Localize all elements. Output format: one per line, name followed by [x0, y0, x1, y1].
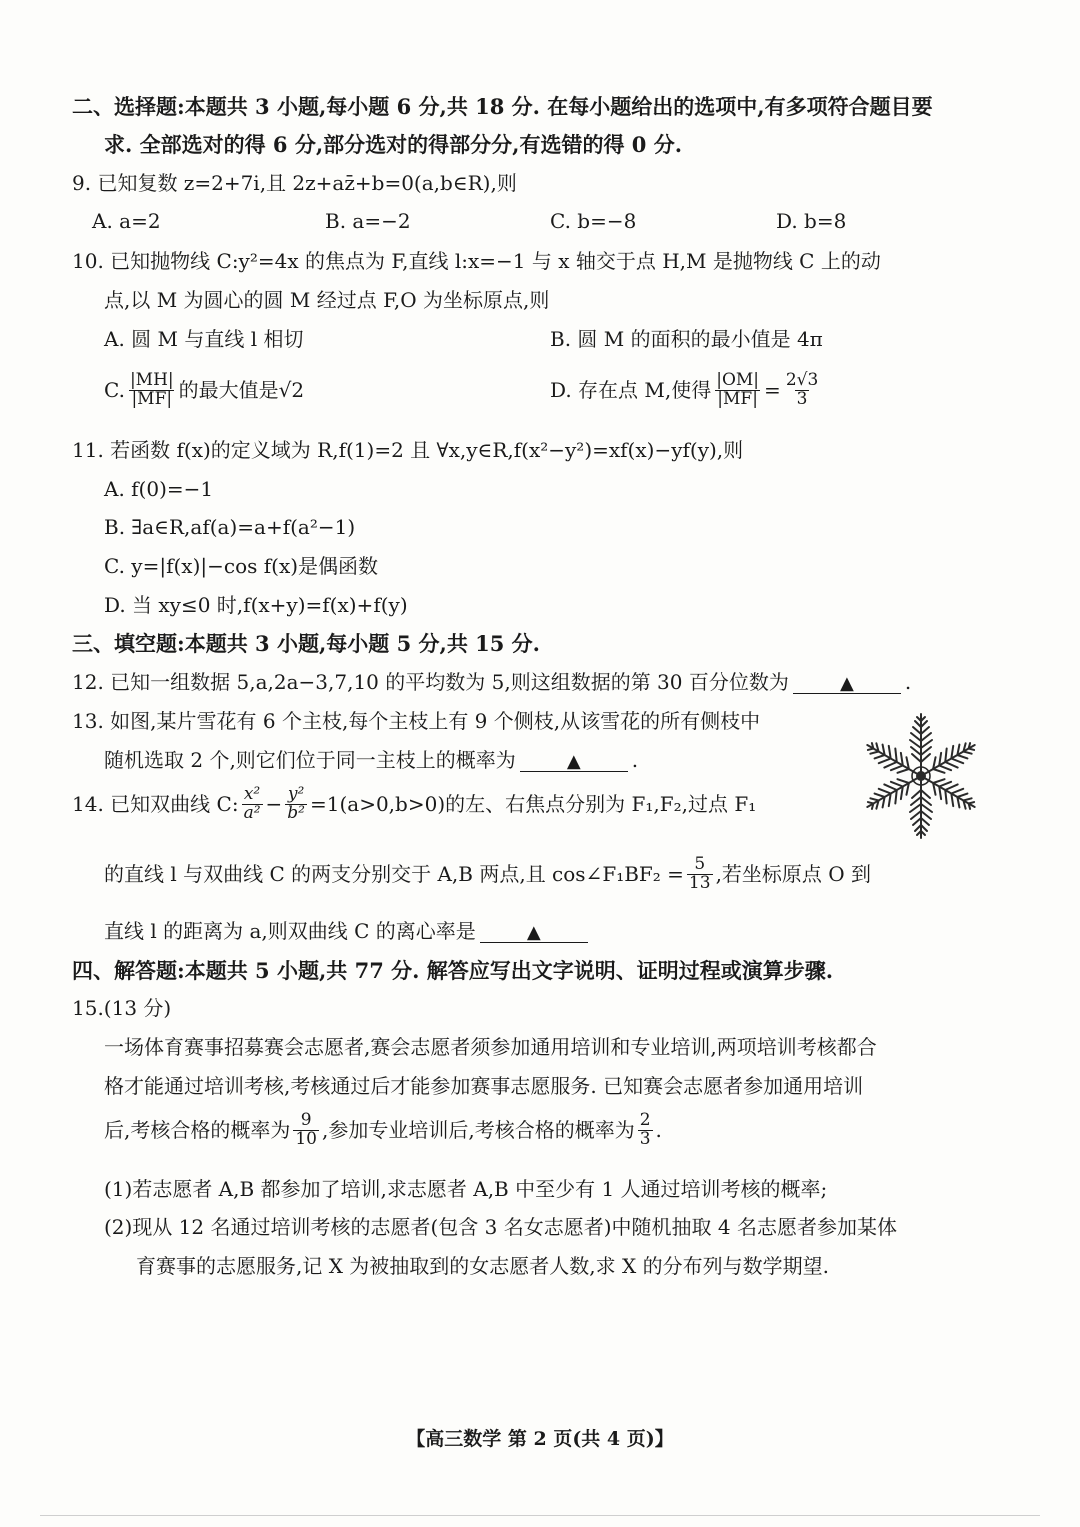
q13-answer-blank	[520, 750, 628, 772]
q10-stem-2: 点,以 M 为圆心的圆 M 经过点 F,O 为坐标原点,则	[104, 288, 550, 312]
section4-heading: 四、解答题:本题共 5 小题,共 77 分. 解答应写出文字说明、证明过程或演算步骤.	[72, 958, 834, 983]
q15-paragraph-2: 格才能通过培训考核,考核通过后才能参加赛事志愿服务. 已知赛会志愿者参加通用培训	[104, 1074, 864, 1098]
q15-paragraph-3	[104, 1112, 662, 1149]
equals-sign: =	[764, 378, 781, 403]
fraction-denominator: 10	[295, 1128, 317, 1149]
section2-heading: 二、选择题:本题共 3 小题,每小题 6 分,共 18 分. 在每小题给出的选项中,有多项符合题目要	[72, 94, 933, 119]
fraction-denominator: 3	[639, 1128, 651, 1149]
q13-period: .	[631, 748, 639, 772]
triangle-icon: ▲	[526, 922, 541, 943]
section2-heading-cont: 求. 全部选对的得 6 分,部分选对的得部分分,有选错的得 0 分.	[104, 132, 683, 157]
q13-text: 随机选取 2 个,则它们位于同一主枝上的概率为	[104, 748, 516, 772]
q15-p3-pre: 后,考核合格的概率为	[104, 1118, 291, 1143]
q10-option-d	[550, 372, 823, 409]
fraction-numerator: |MH|	[129, 370, 174, 390]
q12-answer-blank	[793, 672, 901, 694]
q10-option-a: A. 圆 M 与直线 l 相切	[104, 327, 304, 351]
fraction-numerator: 9	[300, 1110, 312, 1130]
fraction-denominator: 3	[796, 388, 808, 409]
fraction-denominator: a²	[243, 802, 261, 823]
q11-option-c: C. y=|f(x)|−cos f(x)是偶函数	[104, 554, 379, 578]
fraction-numerator: y²	[287, 784, 305, 804]
q12-text: 12. 已知一组数据 5,a,2a−3,7,10 的平均数为 5,则这组数据的第 30 百分位数为	[72, 670, 789, 694]
q14-stem-3	[104, 921, 592, 943]
q14-line2-post: ,若坐标原点 O 到	[715, 862, 872, 887]
q9-option-b: B. a=−2	[325, 209, 411, 233]
q15-fraction-general	[293, 1112, 319, 1149]
q9-option-c: C. b=−8	[550, 209, 637, 233]
q15-p3-mid: ,参加专业培训后,考核合格的概率为	[322, 1118, 635, 1143]
q10-option-c-text: 的最大值是√2	[178, 378, 305, 403]
q15-subquestion-2-cont: 育赛事的志愿服务,记 X 为被抽取到的女志愿者人数,求 X 的分布列与数学期望.	[136, 1254, 829, 1278]
q14-text-post: =1(a>0,b>0)的左、右焦点分别为 F₁,F₂,过点 F₁	[309, 792, 757, 817]
snowflake-figure	[860, 706, 982, 846]
section3-heading: 三、填空题:本题共 3 小题,每小题 5 分,共 15 分.	[72, 631, 540, 656]
q11-stem: 11. 若函数 f(x)的定义域为 R,f(1)=2 且 ∀x,y∈R,f(x²−y²)=xf(x)−yf(y),则	[72, 438, 744, 462]
fraction-numerator: 2	[639, 1110, 651, 1130]
q10-option-d-label: D. 存在点 M,使得	[550, 378, 712, 403]
triangle-icon: ▲	[566, 751, 581, 772]
q10-option-c-fraction	[128, 372, 176, 409]
page-footer: 【高三数学 第 2 页(共 4 页)】	[406, 1428, 674, 1450]
fraction-denominator: 13	[688, 872, 711, 893]
q14-stem-1	[72, 786, 756, 823]
q11-option-d: D. 当 xy≤0 时,f(x+y)=f(x)+f(y)	[104, 593, 408, 617]
q14-cos-fraction	[687, 856, 713, 893]
q11-option-b: B. ∃a∈R,af(a)=a+f(a²−1)	[104, 515, 356, 539]
q11-option-a: A. f(0)=−1	[104, 477, 214, 501]
q15-subquestion-1: (1)若志愿者 A,B 都参加了培训,求志愿者 A,B 中至少有 1 人通过培训考核的概率;	[104, 1177, 828, 1201]
q15-subquestion-2: (2)现从 12 名通过培训考核的志愿者(包含 3 名女志愿者)中随机抽取 4 名志愿者参加某体	[104, 1215, 897, 1239]
q9-stem: 9. 已知复数 z=2+7i,且 2z+az̄+b=0(a,b∈R),则	[72, 171, 517, 195]
q14-stem-2	[104, 856, 871, 893]
q12-period: .	[904, 670, 912, 694]
fraction-numerator: 5	[694, 854, 706, 874]
q14-fraction-x	[242, 786, 263, 823]
minus-sign: −	[265, 792, 283, 817]
q9-option-d: D. b=8	[776, 209, 847, 233]
q14-answer-blank	[480, 921, 588, 943]
fraction-denominator: |MF|	[131, 388, 173, 409]
q10-option-d-value	[784, 372, 820, 409]
q13-stem-1: 13. 如图,某片雪花有 6 个主枝,每个主枝上有 9 个侧枝,从该雪花的所有侧枝中	[72, 709, 761, 733]
triangle-icon: ▲	[839, 673, 854, 694]
q10-option-b: B. 圆 M 的面积的最小值是 4π	[550, 327, 823, 351]
q14-line3: 直线 l 的距离为 a,则双曲线 C 的离心率是	[104, 919, 476, 943]
q10-option-c	[104, 372, 304, 409]
fraction-numerator: 2√3	[785, 370, 819, 390]
q9-option-a: A. a=2	[92, 209, 161, 233]
q10-stem-1: 10. 已知抛物线 C:y²=4x 的焦点为 F,直线 l:x=−1 与 x 轴交于点 H,M 是抛物线 C 上的动	[72, 249, 881, 273]
q14-text-pre: 14. 已知双曲线 C:	[72, 792, 239, 817]
page-edge-divider	[40, 1515, 1040, 1516]
fraction-denominator: b²	[287, 802, 305, 823]
q15-paragraph-1: 一场体育赛事招募赛会志愿者,赛会志愿者须参加通用培训和专业培训,两项培训考核都合	[104, 1035, 877, 1059]
q14-line2-pre: 的直线 l 与双曲线 C 的两支分别交于 A,B 两点,且 cos∠F₁BF₂ =	[104, 862, 684, 887]
q15-p3-end: .	[655, 1118, 662, 1143]
q14-fraction-y	[285, 786, 307, 823]
q13-stem-2	[104, 750, 638, 772]
q15-label: 15.(13 分)	[72, 996, 172, 1020]
q15-fraction-professional	[638, 1112, 653, 1149]
q12-stem	[72, 672, 911, 694]
q10-option-c-label: C.	[104, 378, 125, 403]
fraction-numerator: x²	[243, 784, 261, 804]
q10-option-d-fraction	[714, 372, 761, 409]
fraction-numerator: |OM|	[716, 370, 760, 390]
fraction-denominator: |MF|	[717, 388, 758, 409]
